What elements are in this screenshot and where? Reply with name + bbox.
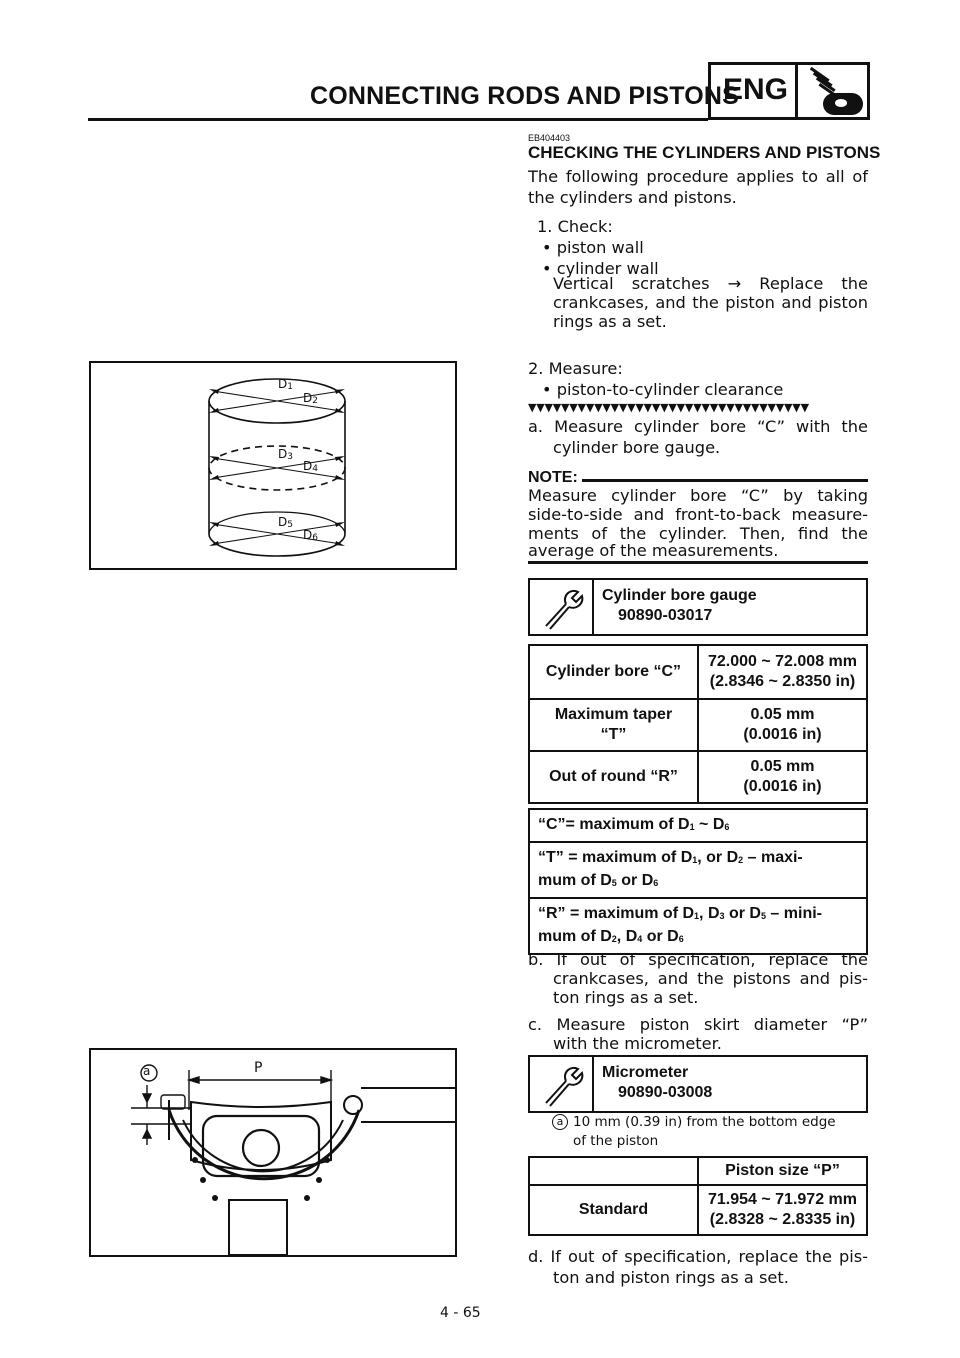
page-header-title: CONNECTING RODS AND PISTONS [310,82,740,110]
spec-value [698,699,867,751]
eng-label: ENG [723,73,789,106]
callout-a-line-2: of the piston [573,1133,659,1149]
step-d-line-1: d. If out of specification, replace the pis- [528,1247,868,1266]
step2a-line-1: a. Measure cylinder bore “C” with the [528,417,868,436]
tool-separator [592,580,594,634]
step1-bullet-2: • cylinder wall [542,259,659,278]
spec-row-bore [529,645,867,699]
intro-line-1: The following procedure applies to all of [528,167,868,186]
piston-header: Piston size “P” [698,1157,867,1185]
spec-row-taper [529,699,867,751]
spec-row-round [529,751,867,803]
note-line-4: average of the measurements. [528,541,779,560]
spec-value-in: (2.8346 ~ 2.8350 in) [709,673,856,690]
eng-badge [708,62,870,120]
piston-standard-row [529,1185,867,1235]
note-end-rule [528,561,868,564]
cylinder-drawing [91,363,455,568]
eng-separator [795,65,798,117]
step2-label: 2. Measure: [528,359,623,378]
tool-name: Micrometer [602,1064,689,1081]
label-d5: $D_5$ [278,515,293,530]
step1-bullet-1: • piston wall [542,238,644,257]
step1-text-2: crankcases, and the piston and piston [553,293,868,312]
page-number: 4 - 65 [440,1305,481,1321]
step-b-line-3: ton rings as a set. [553,988,699,1007]
section-code: EB404403 [528,133,571,143]
tool-box-micrometer [528,1055,868,1113]
spec-value-in: (0.0016 in) [743,778,822,795]
piston-value-mm: 71.954 ~ 71.972 mm [707,1191,857,1208]
spec-label: Out of round “R” [529,751,698,803]
label-d6: $D_6$ [303,528,318,543]
tool-box-bore-gauge [528,578,868,636]
step-d-line-2: ton and piston rings as a set. [553,1268,789,1287]
formula-c: “C”= maximum of $D_1$ ~ $D_6$ [530,810,866,843]
spec-label-line: “T” [600,726,627,743]
wrench-icon [540,1061,586,1109]
cylinder-diagram [89,361,457,570]
section-title: CHECKING THE CYLINDERS AND PISTONS [528,143,881,162]
step-b-line-2: crankcases, and the pistons and pis- [553,969,868,988]
callout-a-line-1: 10 mm (0.39 in) from the bottom edge [573,1114,836,1130]
label-d2: $D_2$ [303,391,318,406]
tool-number: 90890-03008 [618,1084,713,1101]
spec-value-in: (0.0016 in) [743,726,822,743]
tool-text [602,586,757,626]
intro-line-2: the cylinders and pistons. [528,188,737,207]
piston-value-in: (2.8328 ~ 2.8335 in) [709,1211,856,1228]
piston-header-row [529,1157,867,1185]
step-c-line-2: with the micrometer. [553,1034,722,1053]
formula-t: “T” = maximum of $D_1$, or $D_2 - \max i-$ mum of $D_5$ or $D_6$ [530,843,866,899]
note-line-3: ments of the cylinder. Then, find the [528,524,868,543]
empty-cell [529,1157,698,1185]
wrench-icon [540,584,586,632]
header-rule [88,118,708,121]
callout-a-circle: a [552,1114,568,1130]
step2a-line-2: cylinder bore gauge. [553,438,721,457]
piston-value [698,1185,867,1235]
spec-label-line: Maximum taper [554,706,673,723]
tool-name: Cylinder bore gauge [602,587,757,604]
step1-text-1: Vertical scratches → Replace the [553,274,868,293]
micrometer-drawing [91,1050,455,1255]
label-a: a [143,1064,151,1078]
step-c-line-1: c. Measure piston skirt diameter “P” [528,1015,868,1034]
note-label: NOTE: [528,469,578,486]
engine-icon [801,67,871,119]
procedure-start-marker: ▼▼▼▼▼▼▼▼▼▼▼▼▼▼▼▼▼▼▼▼▼▼▼▼▼▼▼▼▼▼▼▼▼▼ [528,401,809,414]
step1-text-3: rings as a set. [553,312,667,331]
micrometer-diagram [89,1048,457,1257]
label-d4: $D_4$ [303,459,318,474]
label-p: P [254,1060,263,1076]
formula-box [528,808,868,955]
step-b-line-1: b. If out of specification, replace the [528,950,868,969]
note-line-2: side-to-side and front-to-back measure- [528,505,868,524]
cylinder-spec-table [528,644,868,804]
formula-r: “R” = maximum of $D_1$, $D_3$ or $D_5 - \min i-$ mum of $D_2$, $D_4$ or $D_6$ [538,905,822,945]
label-d1: $D_1$ [278,377,293,392]
tool-number: 90890-03017 [618,607,713,624]
step2-bullet-1: • piston-to-cylinder clearance [542,380,784,399]
piston-label: Standard [529,1185,698,1235]
label-d3: $D_3$ [278,447,293,462]
spec-label [529,699,698,751]
spec-value-mm: 0.05 mm [750,758,815,775]
piston-size-table [528,1156,868,1236]
spec-value [698,645,867,699]
note-rule [582,479,868,482]
tool-text [602,1063,712,1103]
spec-value-mm: 72.000 ~ 72.008 mm [707,653,857,670]
spec-value-mm: 0.05 mm [750,706,815,723]
note-line-1: Measure cylinder bore “C” by taking [528,486,868,505]
spec-label: Cylinder bore “C” [529,645,698,699]
tool-separator [592,1057,594,1111]
spec-value [698,751,867,803]
step1-label: 1. Check: [537,217,613,236]
